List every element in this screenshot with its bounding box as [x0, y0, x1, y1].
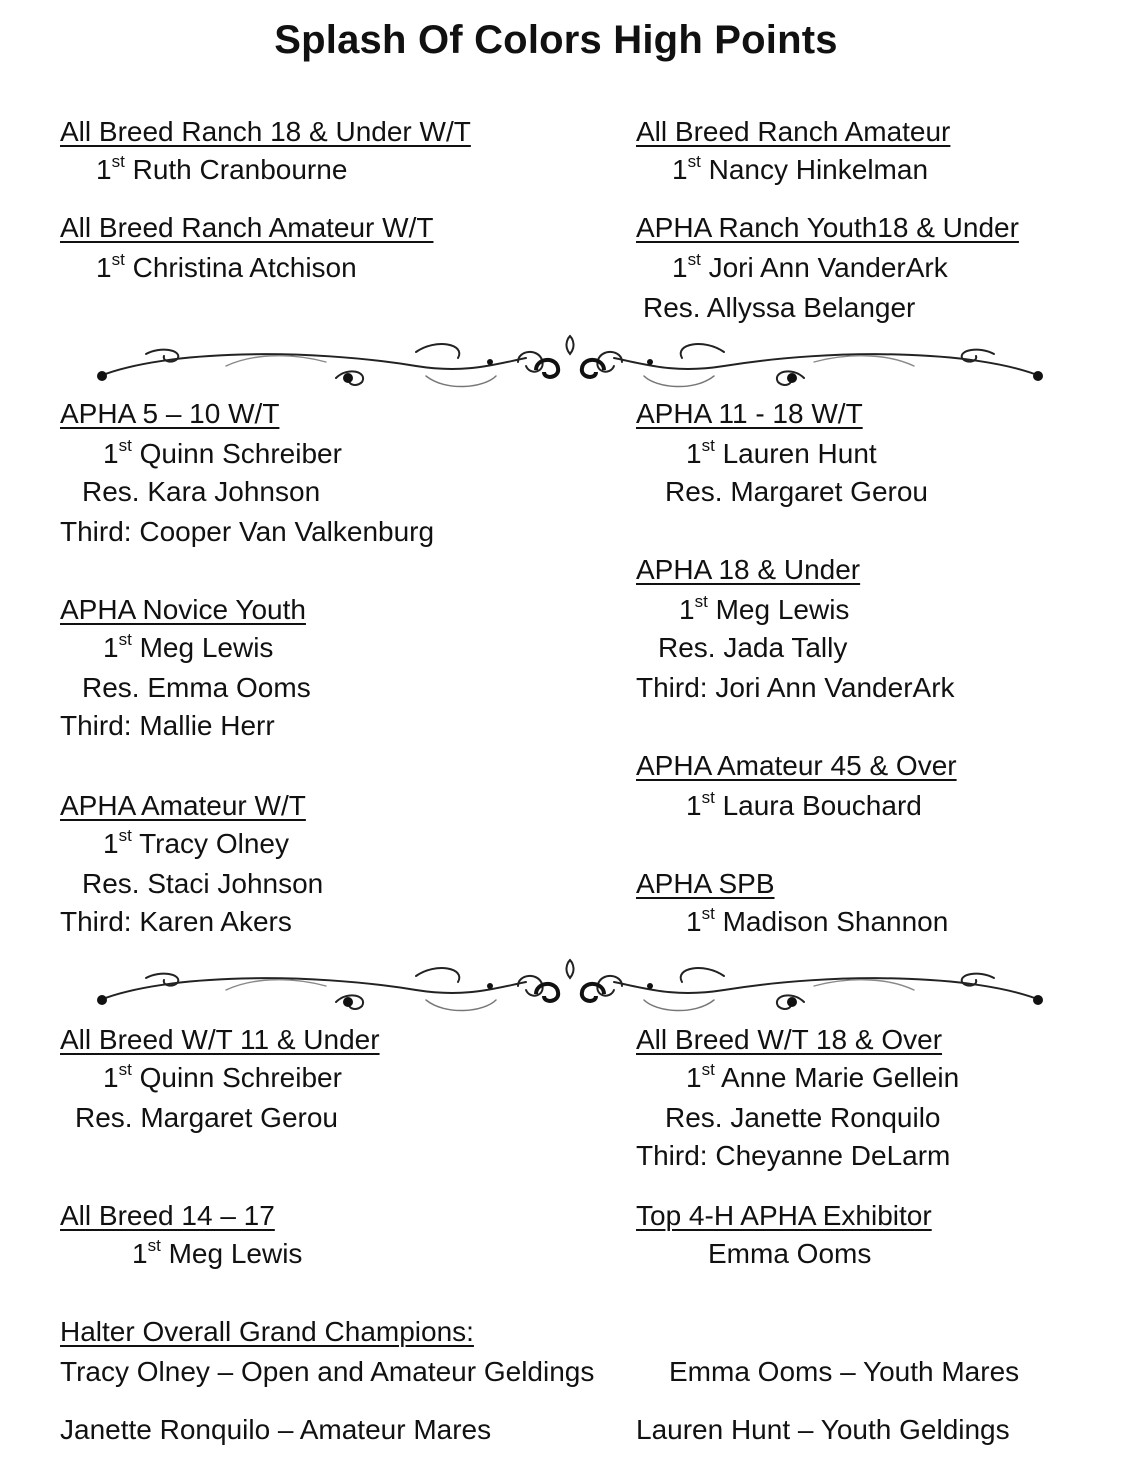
section-heading: All Breed Ranch 18 & Under W/T	[60, 116, 471, 147]
first-place: 1st Ruth Cranbourne	[96, 151, 348, 185]
first-place: 1st Meg Lewis	[679, 591, 850, 625]
halter-champion: Emma Ooms – Youth Mares	[669, 1356, 1020, 1387]
third-place: Third: Jori Ann VanderArk	[636, 672, 955, 703]
section-heading: APHA Amateur W/T	[60, 790, 306, 821]
exhibitor-winner: Emma Ooms	[708, 1238, 872, 1269]
first-place: 1st Anne Marie Gellein	[686, 1059, 960, 1093]
section-heading: All Breed W/T 18 & Over	[636, 1024, 943, 1055]
first-place: 1st Quinn Schreiber	[103, 1059, 342, 1093]
reserve-place: Res. Staci Johnson	[82, 868, 324, 899]
section-heading: APHA 5 – 10 W/T	[60, 398, 280, 429]
first-place: 1st Lauren Hunt	[686, 435, 877, 469]
first-place: 1st Jori Ann VanderArk	[672, 249, 948, 283]
section-heading: All Breed Ranch Amateur W/T	[60, 212, 434, 243]
reserve-place: Res. Emma Ooms	[82, 672, 311, 703]
section-heading: APHA Amateur 45 & Over	[636, 750, 957, 781]
first-place: 1st Meg Lewis	[103, 629, 274, 663]
first-place: 1st Laura Bouchard	[686, 787, 922, 821]
section-heading: All Breed W/T 11 & Under	[60, 1024, 380, 1055]
scroll-divider-ornament	[86, 332, 1054, 398]
section-heading: APHA 18 & Under	[636, 554, 861, 585]
page-title: Splash Of Colors High Points	[274, 18, 838, 62]
reserve-place: Res. Janette Ronquilo	[665, 1102, 941, 1133]
reserve-place: Res. Kara Johnson	[82, 476, 321, 507]
first-place: 1st Nancy Hinkelman	[672, 151, 929, 185]
third-place: Third: Cooper Van Valkenburg	[60, 516, 435, 547]
halter-champion: Tracy Olney – Open and Amateur Geldings	[60, 1356, 595, 1387]
third-place: Third: Cheyanne DeLarm	[636, 1140, 951, 1171]
section-heading: APHA SPB	[636, 868, 775, 899]
reserve-place: Res. Jada Tally	[658, 632, 848, 663]
reserve-place: Res. Margaret Gerou	[665, 476, 928, 507]
first-place: 1st Madison Shannon	[686, 903, 949, 937]
first-place: 1st Christina Atchison	[96, 249, 357, 283]
first-place: 1st Tracy Olney	[103, 825, 289, 859]
section-heading: APHA Ranch Youth18 & Under	[636, 212, 1019, 243]
section-heading: APHA Novice Youth	[60, 594, 306, 625]
third-place: Third: Mallie Herr	[60, 710, 275, 741]
first-place: 1st Meg Lewis	[132, 1235, 303, 1269]
halter-champion: Lauren Hunt – Youth Geldings	[636, 1414, 1010, 1445]
section-heading: Top 4-H APHA Exhibitor	[636, 1200, 932, 1231]
reserve-place: Res. Margaret Gerou	[75, 1102, 338, 1133]
first-place: 1st Quinn Schreiber	[103, 435, 342, 469]
section-heading: All Breed Ranch Amateur	[636, 116, 951, 147]
scroll-divider-ornament	[86, 956, 1054, 1022]
third-place: Third: Karen Akers	[60, 906, 292, 937]
section-heading: APHA 11 - 18 W/T	[636, 398, 863, 429]
reserve-place: Res. Allyssa Belanger	[643, 292, 916, 323]
halter-champion: Janette Ronquilo – Amateur Mares	[60, 1414, 492, 1445]
halter-heading: Halter Overall Grand Champions:	[60, 1316, 474, 1347]
section-heading: All Breed 14 – 17	[60, 1200, 275, 1231]
